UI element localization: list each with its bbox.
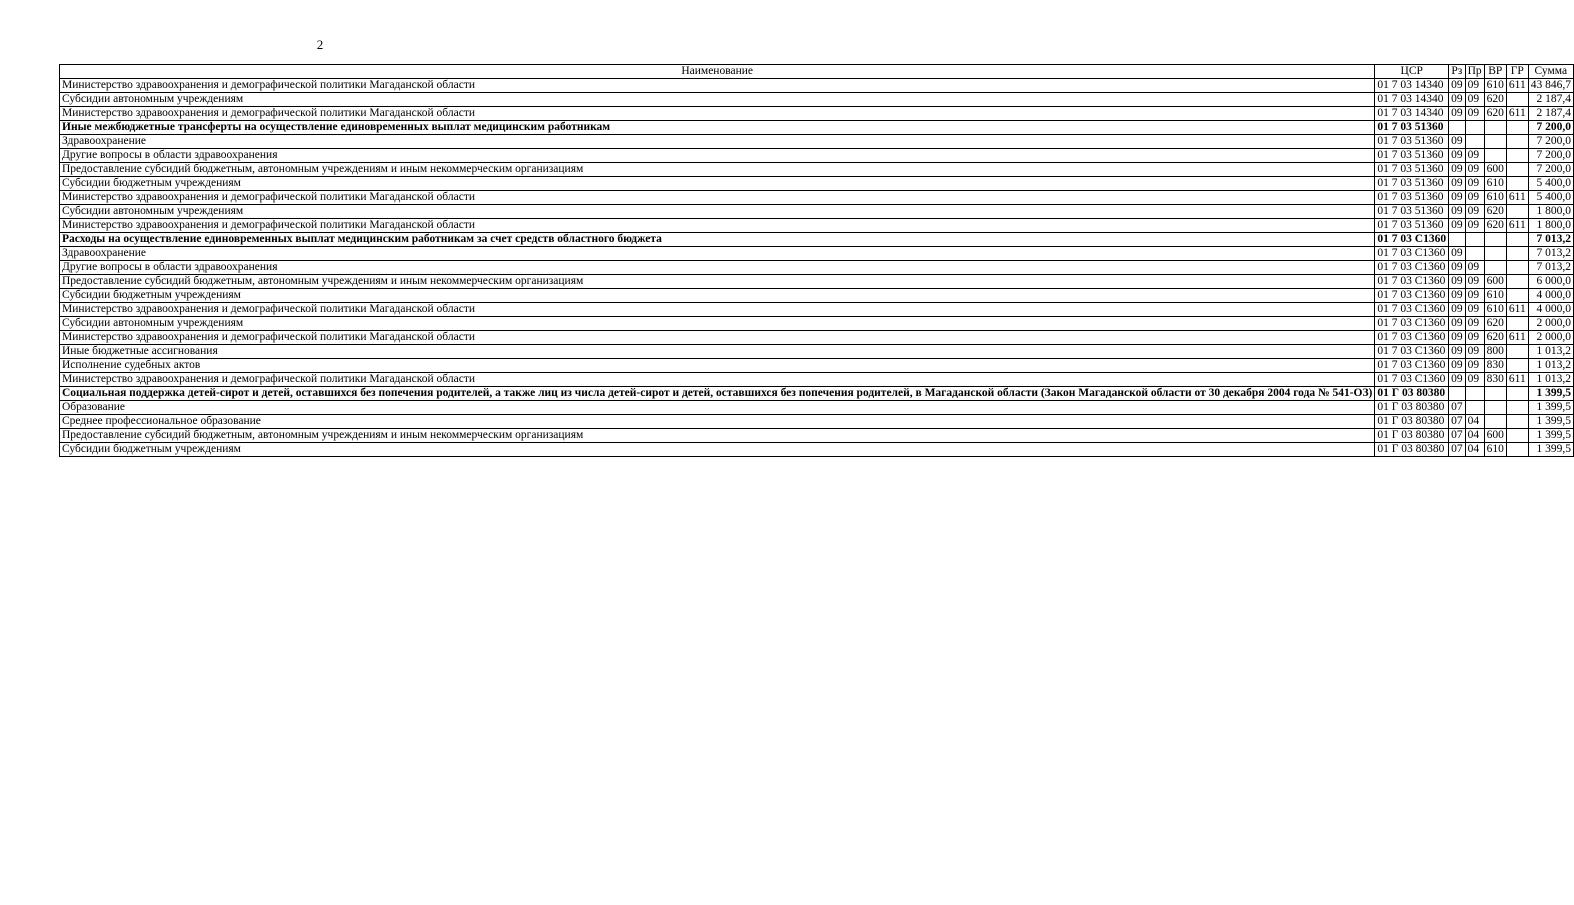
cell-vr: [1484, 387, 1506, 401]
cell-rz: 09: [1449, 219, 1466, 233]
cell-name: Предоставление субсидий бюджетным, автономным учреждениям и иным некоммерческим организациям: [60, 163, 1375, 177]
cell-vr: [1484, 135, 1506, 149]
cell-name: Министерство здравоохранения и демографической политики Магаданской области: [60, 191, 1375, 205]
table-row: [60, 443, 1574, 457]
cell-csr: 01 Г 03 80380: [1375, 401, 1449, 415]
table-row: [60, 191, 1574, 205]
cell-sum: 5 400,0: [1528, 177, 1573, 191]
cell-rz: 09: [1449, 359, 1466, 373]
cell-rz: 07: [1449, 415, 1466, 429]
cell-csr: 01 7 03 51360: [1375, 219, 1449, 233]
table-row: [60, 303, 1574, 317]
cell-vr: [1484, 149, 1506, 163]
cell-gr: [1506, 93, 1528, 107]
cell-csr: 01 7 03 С1360: [1375, 261, 1449, 275]
cell-gr: 611: [1506, 191, 1528, 205]
cell-csr: 01 7 03 14340: [1375, 107, 1449, 121]
cell-rz: 09: [1449, 331, 1466, 345]
cell-csr: 01 Г 03 80380: [1375, 415, 1449, 429]
table-row: [60, 149, 1574, 163]
cell-pr: 09: [1465, 149, 1484, 163]
cell-sum: 2 000,0: [1528, 317, 1573, 331]
cell-gr: [1506, 177, 1528, 191]
cell-csr: 01 Г 03 80380: [1375, 429, 1449, 443]
cell-sum: 7 013,2: [1528, 247, 1573, 261]
cell-gr: [1506, 289, 1528, 303]
cell-pr: 09: [1465, 219, 1484, 233]
cell-sum: 1 399,5: [1528, 387, 1573, 401]
cell-name: Субсидии бюджетным учреждениям: [60, 289, 1375, 303]
column-header-name: Наименование: [60, 65, 1375, 79]
cell-vr: 610: [1484, 177, 1506, 191]
cell-rz: 09: [1449, 303, 1466, 317]
cell-name: Образование: [60, 401, 1375, 415]
cell-pr: 04: [1465, 429, 1484, 443]
cell-pr: 09: [1465, 331, 1484, 345]
cell-gr: [1506, 345, 1528, 359]
cell-sum: 7 200,0: [1528, 121, 1573, 135]
cell-pr: 04: [1465, 415, 1484, 429]
cell-gr: 611: [1506, 79, 1528, 93]
cell-pr: 09: [1465, 163, 1484, 177]
cell-pr: 09: [1465, 345, 1484, 359]
cell-vr: 600: [1484, 429, 1506, 443]
cell-gr: [1506, 443, 1528, 457]
cell-vr: 830: [1484, 373, 1506, 387]
cell-vr: [1484, 415, 1506, 429]
table-row: [60, 415, 1574, 429]
cell-sum: 1 800,0: [1528, 219, 1573, 233]
table-row: [60, 177, 1574, 191]
cell-rz: 09: [1449, 177, 1466, 191]
cell-csr: 01 7 03 51360: [1375, 191, 1449, 205]
table-row: [60, 233, 1574, 247]
cell-rz: 09: [1449, 205, 1466, 219]
cell-name: Министерство здравоохранения и демографической политики Магаданской области: [60, 331, 1375, 345]
table-row: [60, 345, 1574, 359]
table-row: [60, 331, 1574, 345]
cell-vr: 610: [1484, 289, 1506, 303]
cell-vr: [1484, 247, 1506, 261]
cell-name: Субсидии автономным учреждениям: [60, 317, 1375, 331]
cell-rz: 09: [1449, 79, 1466, 93]
cell-gr: 611: [1506, 373, 1528, 387]
cell-name: Иные бюджетные ассигнования: [60, 345, 1375, 359]
cell-csr: 01 Г 03 80380: [1375, 443, 1449, 457]
cell-vr: 620: [1484, 219, 1506, 233]
cell-pr: 09: [1465, 359, 1484, 373]
cell-csr: 01 7 03 14340: [1375, 79, 1449, 93]
cell-name: Министерство здравоохранения и демографической политики Магаданской области: [60, 107, 1375, 121]
cell-csr: 01 7 03 51360: [1375, 205, 1449, 219]
cell-sum: 7 200,0: [1528, 149, 1573, 163]
cell-name: Другие вопросы в области здравоохранения: [60, 149, 1375, 163]
cell-rz: 09: [1449, 149, 1466, 163]
cell-name: Министерство здравоохранения и демографической политики Магаданской области: [60, 79, 1375, 93]
cell-sum: 7 200,0: [1528, 163, 1573, 177]
cell-gr: [1506, 387, 1528, 401]
cell-name: Среднее профессиональное образование: [60, 415, 1375, 429]
cell-name: Расходы на осуществление единовременных выплат медицинским работникам за счет средств областного бюджета: [60, 233, 1375, 247]
column-header-rz: Рз: [1449, 65, 1466, 79]
cell-sum: 1 013,2: [1528, 345, 1573, 359]
table-row: [60, 373, 1574, 387]
cell-sum: 2 000,0: [1528, 331, 1573, 345]
cell-gr: [1506, 135, 1528, 149]
column-header-gr: ГР: [1506, 65, 1528, 79]
cell-sum: 4 000,0: [1528, 289, 1573, 303]
cell-name: Субсидии бюджетным учреждениям: [60, 177, 1375, 191]
table-row: [60, 359, 1574, 373]
cell-csr: 01 7 03 С1360: [1375, 289, 1449, 303]
cell-name: Министерство здравоохранения и демографической политики Магаданской области: [60, 219, 1375, 233]
column-header-csr: ЦСР: [1375, 65, 1449, 79]
table-row: [60, 79, 1574, 93]
table-row: [60, 317, 1574, 331]
cell-pr: [1465, 233, 1484, 247]
cell-vr: 830: [1484, 359, 1506, 373]
column-header-vr: ВР: [1484, 65, 1506, 79]
cell-csr: 01 7 03 51360: [1375, 163, 1449, 177]
table-row: [60, 429, 1574, 443]
cell-vr: [1484, 261, 1506, 275]
cell-rz: 07: [1449, 429, 1466, 443]
cell-gr: [1506, 121, 1528, 135]
table-row: [60, 135, 1574, 149]
budget-table: [59, 64, 1574, 457]
cell-sum: 1 399,5: [1528, 401, 1573, 415]
cell-name: Здравоохранение: [60, 247, 1375, 261]
cell-gr: [1506, 317, 1528, 331]
cell-csr: 01 7 03 С1360: [1375, 317, 1449, 331]
cell-gr: [1506, 415, 1528, 429]
cell-rz: 09: [1449, 289, 1466, 303]
cell-rz: 09: [1449, 373, 1466, 387]
cell-name: Министерство здравоохранения и демографической политики Магаданской области: [60, 373, 1375, 387]
cell-gr: [1506, 233, 1528, 247]
cell-vr: 600: [1484, 275, 1506, 289]
cell-rz: 07: [1449, 443, 1466, 457]
cell-sum: 1 399,5: [1528, 429, 1573, 443]
cell-rz: 09: [1449, 163, 1466, 177]
cell-pr: [1465, 121, 1484, 135]
cell-rz: 09: [1449, 345, 1466, 359]
cell-sum: 6 000,0: [1528, 275, 1573, 289]
cell-sum: 43 846,7: [1528, 79, 1573, 93]
cell-vr: [1484, 401, 1506, 415]
cell-csr: 01 7 03 С1360: [1375, 233, 1449, 247]
cell-csr: 01 7 03 51360: [1375, 149, 1449, 163]
cell-sum: 1 800,0: [1528, 205, 1573, 219]
cell-rz: 09: [1449, 135, 1466, 149]
cell-name: Предоставление субсидий бюджетным, автономным учреждениям и иным некоммерческим организациям: [60, 275, 1375, 289]
cell-rz: [1449, 387, 1466, 401]
cell-sum: 1 013,2: [1528, 359, 1573, 373]
cell-vr: 610: [1484, 191, 1506, 205]
page-number: 2: [316, 37, 324, 52]
cell-rz: 09: [1449, 317, 1466, 331]
cell-gr: 611: [1506, 331, 1528, 345]
cell-gr: [1506, 261, 1528, 275]
table-row: [60, 205, 1574, 219]
cell-gr: [1506, 247, 1528, 261]
column-header-sum: Сумма: [1528, 65, 1573, 79]
cell-gr: [1506, 275, 1528, 289]
cell-csr: 01 7 03 51360: [1375, 135, 1449, 149]
table-row: [60, 387, 1574, 401]
cell-gr: [1506, 205, 1528, 219]
cell-name: Субсидии автономным учреждениям: [60, 205, 1375, 219]
cell-sum: 7 200,0: [1528, 135, 1573, 149]
cell-pr: 09: [1465, 93, 1484, 107]
cell-rz: 09: [1449, 191, 1466, 205]
cell-sum: 7 013,2: [1528, 233, 1573, 247]
cell-vr: 610: [1484, 443, 1506, 457]
cell-gr: 611: [1506, 107, 1528, 121]
cell-rz: [1449, 233, 1466, 247]
cell-csr: 01 7 03 51360: [1375, 121, 1449, 135]
cell-csr: 01 7 03 С1360: [1375, 303, 1449, 317]
cell-csr: 01 7 03 С1360: [1375, 345, 1449, 359]
cell-pr: 09: [1465, 191, 1484, 205]
cell-pr: 04: [1465, 443, 1484, 457]
table-row: [60, 401, 1574, 415]
table-body: [60, 79, 1574, 457]
cell-sum: 1 013,2: [1528, 373, 1573, 387]
table-row: [60, 93, 1574, 107]
cell-vr: 620: [1484, 317, 1506, 331]
cell-pr: 09: [1465, 205, 1484, 219]
cell-vr: 620: [1484, 93, 1506, 107]
cell-pr: [1465, 247, 1484, 261]
cell-sum: 1 399,5: [1528, 443, 1573, 457]
cell-name: Субсидии автономным учреждениям: [60, 93, 1375, 107]
cell-vr: 620: [1484, 107, 1506, 121]
cell-pr: [1465, 135, 1484, 149]
cell-vr: 600: [1484, 163, 1506, 177]
cell-pr: 09: [1465, 107, 1484, 121]
cell-pr: [1465, 387, 1484, 401]
table-row: [60, 219, 1574, 233]
cell-rz: 09: [1449, 261, 1466, 275]
cell-csr: 01 7 03 С1360: [1375, 331, 1449, 345]
cell-pr: 09: [1465, 373, 1484, 387]
cell-csr: 01 7 03 С1360: [1375, 275, 1449, 289]
cell-vr: 610: [1484, 79, 1506, 93]
cell-csr: 01 7 03 14340: [1375, 93, 1449, 107]
table-row: [60, 289, 1574, 303]
cell-name: Субсидии бюджетным учреждениям: [60, 443, 1375, 457]
cell-name: Исполнение судебных актов: [60, 359, 1375, 373]
column-header-pr: Пр: [1465, 65, 1484, 79]
cell-name: Министерство здравоохранения и демографической политики Магаданской области: [60, 303, 1375, 317]
cell-pr: 09: [1465, 275, 1484, 289]
cell-sum: 5 400,0: [1528, 191, 1573, 205]
cell-gr: [1506, 163, 1528, 177]
table-row: [60, 247, 1574, 261]
cell-pr: 09: [1465, 177, 1484, 191]
table-row: [60, 275, 1574, 289]
cell-pr: [1465, 401, 1484, 415]
cell-csr: 01 7 03 С1360: [1375, 359, 1449, 373]
cell-vr: 610: [1484, 303, 1506, 317]
cell-rz: 09: [1449, 93, 1466, 107]
cell-csr: 01 7 03 С1360: [1375, 373, 1449, 387]
cell-sum: 4 000,0: [1528, 303, 1573, 317]
cell-gr: [1506, 359, 1528, 373]
cell-name: Здравоохранение: [60, 135, 1375, 149]
cell-csr: 01 7 03 С1360: [1375, 247, 1449, 261]
cell-gr: [1506, 149, 1528, 163]
cell-vr: 620: [1484, 205, 1506, 219]
table-row: [60, 107, 1574, 121]
cell-rz: 09: [1449, 247, 1466, 261]
table-header-row: [60, 65, 1574, 79]
cell-sum: 7 013,2: [1528, 261, 1573, 275]
cell-name: Социальная поддержка детей-сирот и детей, оставшихся без попечения родителей, а также лиц из числа детей-сирот и детей, оставшихся без попечения родителей, в Магаданской области (Закон Магаданской области от 30 декабря 2004 года № 541-ОЗ): [60, 387, 1375, 401]
cell-pr: 09: [1465, 261, 1484, 275]
cell-pr: 09: [1465, 317, 1484, 331]
cell-name: Другие вопросы в области здравоохранения: [60, 261, 1375, 275]
cell-name: Иные межбюджетные трансферты на осуществление единовременных выплат медицинским работникам: [60, 121, 1375, 135]
cell-sum: 2 187,4: [1528, 107, 1573, 121]
table-row: [60, 163, 1574, 177]
cell-gr: 611: [1506, 219, 1528, 233]
cell-rz: 09: [1449, 107, 1466, 121]
table-row: [60, 121, 1574, 135]
cell-rz: 07: [1449, 401, 1466, 415]
cell-gr: [1506, 401, 1528, 415]
cell-vr: [1484, 233, 1506, 247]
cell-gr: 611: [1506, 303, 1528, 317]
cell-pr: 09: [1465, 79, 1484, 93]
cell-pr: 09: [1465, 289, 1484, 303]
cell-rz: 09: [1449, 275, 1466, 289]
cell-vr: [1484, 121, 1506, 135]
cell-pr: 09: [1465, 303, 1484, 317]
cell-rz: [1449, 121, 1466, 135]
table-row: [60, 261, 1574, 275]
cell-name: Предоставление субсидий бюджетным, автономным учреждениям и иным некоммерческим организациям: [60, 429, 1375, 443]
cell-sum: 2 187,4: [1528, 93, 1573, 107]
cell-vr: 800: [1484, 345, 1506, 359]
cell-sum: 1 399,5: [1528, 415, 1573, 429]
cell-gr: [1506, 429, 1528, 443]
cell-csr: 01 Г 03 80380: [1375, 387, 1449, 401]
cell-csr: 01 7 03 51360: [1375, 177, 1449, 191]
cell-vr: 620: [1484, 331, 1506, 345]
